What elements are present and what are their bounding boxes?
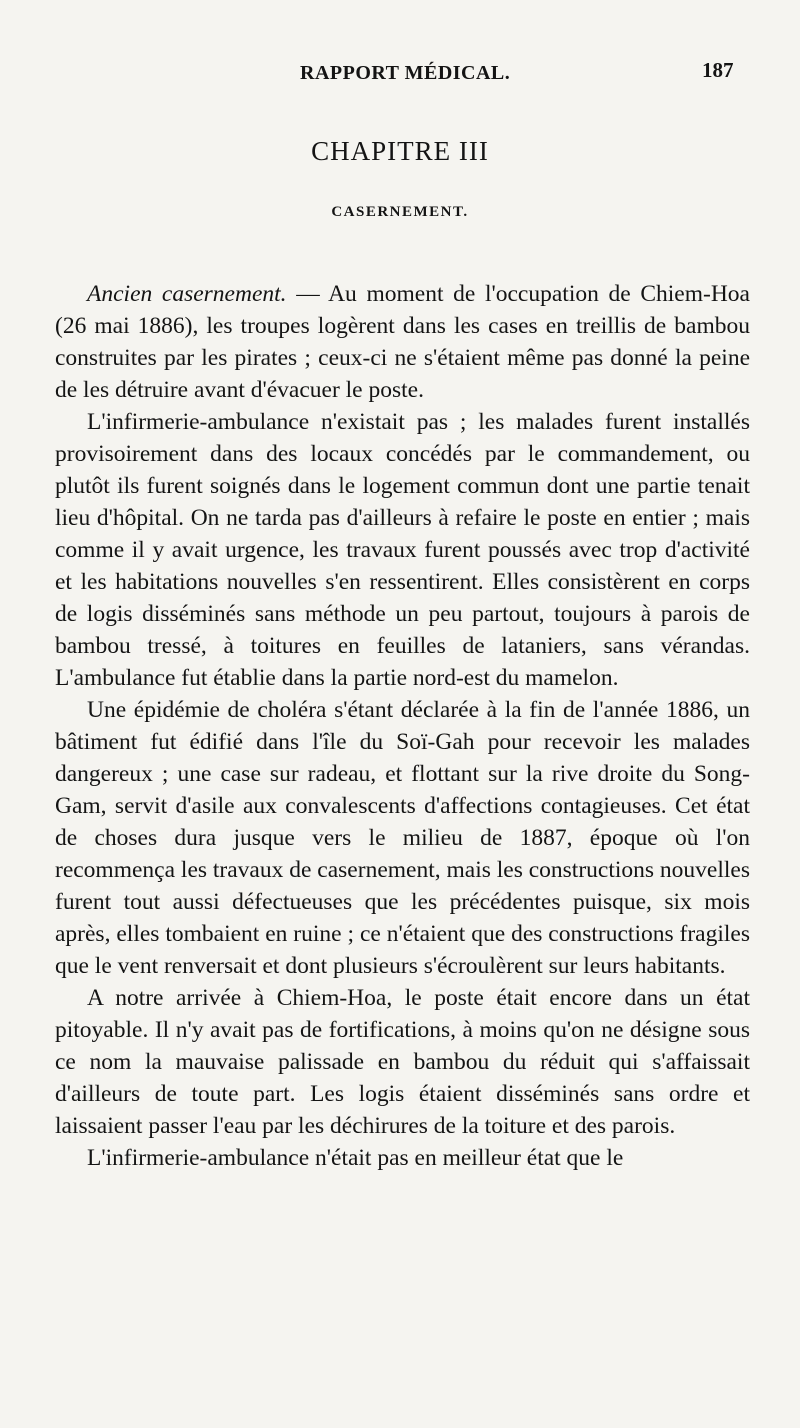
body-text [55, 278, 750, 1174]
section-title: CASERNEMENT. [331, 204, 469, 220]
page-number: 187 [702, 58, 734, 82]
paragraph-5: L'infirmerie-ambulance n'était pas en meilleur état que le [87, 1145, 624, 1171]
paragraph-3: Une épidémie de choléra s'étant déclarée à la fin de l'année 1886, un bâtiment fut édifié dans l'île du Soï-Gah pour recevoir les malades dangereux ; une case sur radeau, et flottant sur la rive droite du Song-Gam, servit d'asile aux convalescents d'affections contagieuses. Cet état de choses dura jusque vers le milieu de 1887, époque où l'on recommença les travaux de casernement, mais les constructions nouvelles furent tout aussi défectueuses que les précédentes puisque, six mois après, elles tombaient en ruine ; ce n'étaient que des constructions fragiles que le vent renversait et dont plusieurs s'écroulèrent sur leurs habitants. [55, 697, 750, 979]
paragraph-4: A notre arrivée à Chiem-Hoa, le poste était encore dans un état pitoyable. Il n'y avait pas de fortifications, à moins qu'on ne désigne sous ce nom la mauvaise palissade en bambou du réduit qui s'affaissait d'ailleurs de toute part. Les logis étaient disséminés sans ordre et laissaient passer l'eau par les déchirures de la toiture et des parois. [55, 985, 750, 1139]
paragraph-text: — Au moment de l'occupation de Chiem-Hoa (26 mai 1886), les troupes logèrent dans les cases en treillis de bambou construites par les pirates ; ceux-ci ne s'étaient même pas donné la peine de les détruire avant d'évacuer le poste. [55, 281, 750, 403]
chapter-title: CHAPITRE III [311, 136, 489, 166]
paragraph-1 [55, 278, 750, 406]
paragraph-2: L'infirmerie-ambulance n'existait pas ; les malades furent installés provisoirement dans des locaux concédés par le commandement, ou plutôt ils furent soignés dans le logement commun dont une partie tenait lieu d'hôpital. On ne tarda pas d'ailleurs à refaire le poste en entier ; mais comme il y avait urgence, les travaux furent poussés avec trop d'activité et les habitations nouvelles s'en ressentirent. Elles consistèrent en corps de logis disséminés sans méthode un peu partout, toujours à parois de bambou tressé, à toitures en feuilles de lataniers, sans vérandas. L'ambulance fut établie dans la partie nord-est du mamelon. [55, 409, 750, 691]
running-head: RAPPORT MÉDICAL. [300, 62, 511, 84]
paragraph-lead: Ancien casernement. [87, 281, 287, 307]
